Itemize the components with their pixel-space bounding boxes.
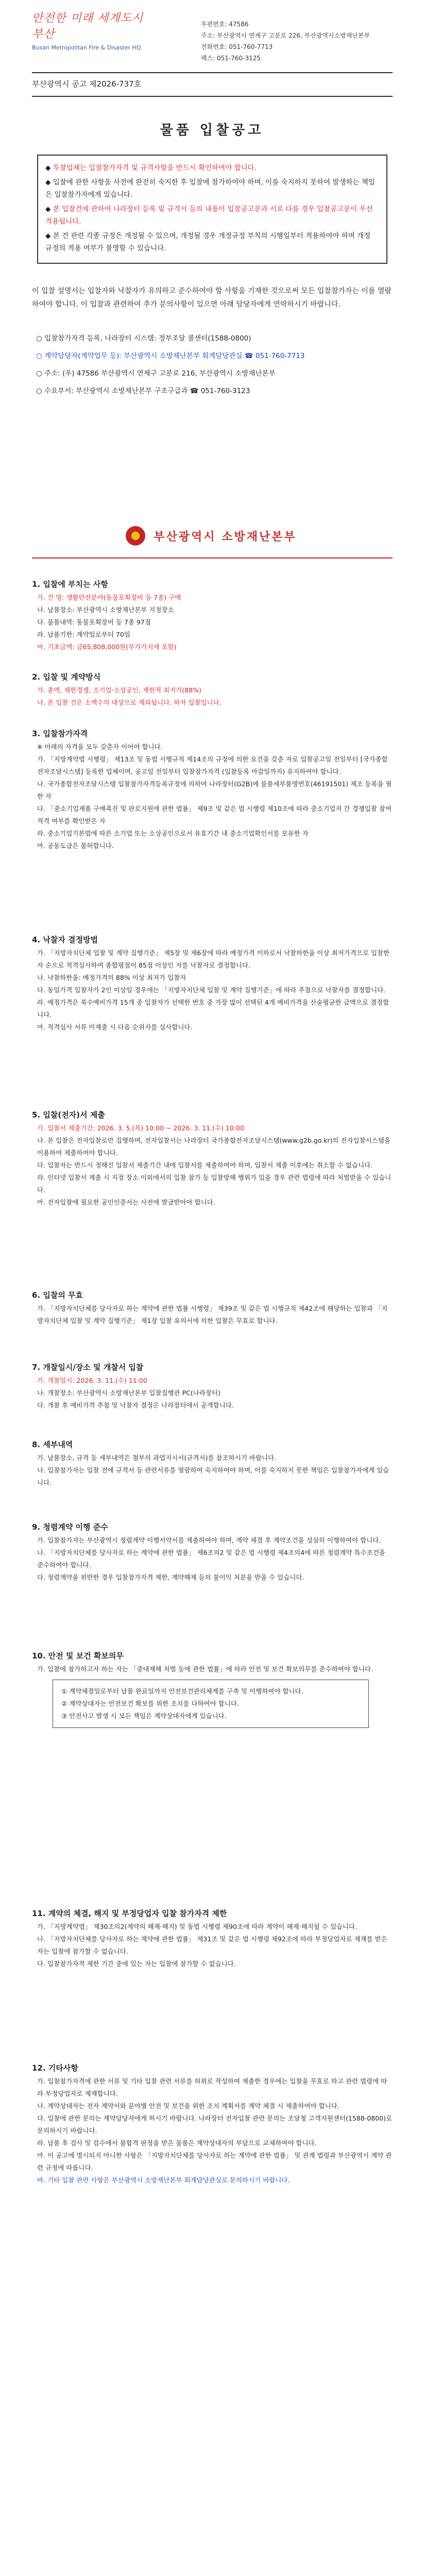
section-line: 다. 입찰참가자격 제한 기간 중에 있는 자는 입찰에 참가할 수 없습니다. [37,1960,236,1968]
section-line: 다. 물품내역: 동물포획장비 등 7종 97점 [37,618,151,626]
info-line: ○ 계약담당자(계약업무 등): 부산광역시 소방재난본부 회계담당관실 ☎ 051-760-7713 [36,352,305,360]
section-line: 마. 적격심사 서류 미제출 시 다음 순위자를 심사합니다. [37,1023,193,1031]
banner-divider [32,557,393,558]
agency-banner [67,520,355,551]
section-line: 가. 입찰참가자는 부산광역시 청렴계약 이행서약서를 제출하여야 하며, 계약 체결 후 계약조건을 성실히 이행하여야 합니다. [37,1536,381,1544]
section-12 [32,2061,393,2187]
section-line: 가. 총액, 제한경쟁, 소기업·소상공인, 제한적 최저가(88%) [37,686,201,694]
section-body [32,1663,393,1675]
safety-box [53,1680,369,1728]
section-line: 다. 입찰에 관한 문의는 계약담당자에게 하시기 바랍니다. 나라장터 전자입찰 관련 문의는 조달청 고객지원센터(1588-0800)로 문의하시기 바랍니다. [37,2114,392,2134]
section-line: ※ 아래의 자격을 모두 갖춘자 이어야 합니다. [37,743,163,751]
section-line: 다. 입찰자는 반드시 정해진 입찰서 제출기간 내에 입찰서를 제출하여야 하며, 입찰서 제출 이후에는 취소할 수 없습니다. [37,1161,373,1169]
section-line: 나. 납품장소: 부산광역시 소방재난본부 지정장소 [37,606,174,614]
intro-paragraph: 이 입찰 설명서는 입찰자와 낙찰자가 유의하고 준수하여야 할 사항을 기재한 것으로써 모든 입찰참가자는 이를 열람하여야 합니다. 이 입찰과 관련하여 추가 문의사항이 있으면 아래 담당자에게 연락하시기 바랍니다. [32,287,392,309]
logo-subtitle: Busan Metropolitan Fire & Disaster HQ [32,44,141,51]
section-line: 가. 입찰참가자격에 관한 서류 및 기타 입찰 관련 서류를 허위로 작성하여 제출한 경우에는 입찰을 무효로 하고 관련 법령에 따라 부정당업자로 제재합니다. [37,2077,387,2097]
contact-postal: 우편번호: 47586 [201,21,249,28]
section-line: 라. 인터넷 입찰서 제출 시 지정 장소 이외에서의 입찰 참가 등 입찰방해 행위가 있을 경우 관련 법령에 따라 처벌받을 수 있습니다. [37,1174,392,1194]
section-8 [32,1437,393,1489]
section-body [32,1534,393,1584]
section-title: 9. 청렴계약 이행 준수 [32,1522,108,1532]
section-line: 나. 계약상대자는 전자 계약서와 분야별 안전 및 보건을 위한 조치 계획서를 계약 체결 시 제출하여야 합니다. [37,2102,340,2110]
section-line: 마. 이 공고에 명시되지 아니한 사항은 「지방자치단체를 당사자로 하는 계약에 관한 법률」 및 관계 법령과 부산광역시 계약 관련 규정에 따릅니다. [37,2151,392,2172]
contact-address: 주소: 부산광역시 연제구 고분로 226, 부산광역시소방재난본부 [201,32,370,39]
banner-text: 부산광역시 소방재난본부 [154,530,297,544]
section-title: 2. 입찰 및 계약방식 [32,672,101,682]
notice-item: ◆ 본 건 관련 각종 규정은 개정될 수 있으며, 개정될 경우 개정규정 부칙의 시행일부터 적용하여야 하며 개정 규정의 적용 여부가 불명할 수 있습니다. [45,232,371,252]
section-line: 마. 전자입찰에 필요한 공인인증서는 사전에 발급받아야 합니다. [37,1198,215,1206]
section-line: 라. 납품기한: 계약일로부터 70일 [37,631,130,638]
section-line: 나. 개찰장소: 부산광역시 소방재난본부 입찰집행관 PC(나라장터) [37,1389,221,1397]
section-line: 라. 납품 후 검사 및 검수에서 불합격 판정을 받은 물품은 계약상대자의 부담으로 교체하여야 합니다. [37,2139,317,2147]
section-4 [32,933,393,1033]
section-body [32,684,393,709]
section-title: 12. 기타사항 [32,2063,78,2073]
section-line: 마. 공동도급은 불허합니다. [37,842,114,850]
section-line: 가. 입찰에 참가하고자 하는 자는 「중대재해 처벌 등에 관한 법률」에 따라 안전 및 보건 확보의무를 준수하여야 합니다. [37,1665,373,1673]
info-line: ○ 주소: (우) 47586 부산광역시 연제구 고분로 216, 부산광역시 소방재난본부 [36,369,276,378]
section-6 [32,1288,393,1327]
section-line: 라. 중소기업기본법에 따른 소기업 또는 소상공인으로서 유효기간 내 중소기업확인서를 보유한 자 [37,829,309,837]
notice-box [37,155,387,264]
section-2 [32,670,393,709]
section-line: 가. 입찰서 제출기간: 2026. 3. 5.(목) 10:00 ~ 2026. 3. 11.(수) 10:00 [37,1124,244,1132]
section-line: 나. 「지방자치단체를 당사자로 하는 계약에 관한 법률」 제6조의2 및 같은 법 시행령 제4조의4에 따른 청렴계약 특수조건을 준수하여야 합니다. [37,1549,385,1569]
section-line: 가. 「지방자치단체를 당사자로 하는 계약에 관한 법률 시행령」 제39조 및 같은 법 시행규칙 제42조에 해당하는 입찰과 「지방자치단체 입찰 및 계약 집행기준」 제1장 입찰 유의서에 의한 입찰은 무효로 합니다. [37,1304,388,1325]
header-divider [32,72,393,73]
info-line: ○ 입찰참가자격 등록, 나라장터 시스템: 정부조달 콜센터(1588-0800) [36,334,251,343]
section-line: 다. 개찰 후 예비가격 추첨 및 낙찰자 결정은 나라장터에서 공개합니다. [37,1401,234,1409]
section-title: 1. 입찰에 부치는 사항 [32,580,108,589]
section-line: 나. 「지방자치단체를 당사자로 하는 계약에 관한 법률」 제31조 및 같은 법 시행령 제92조에 따라 부정당업자로 제재를 받은 자는 입찰에 참가할 수 없습니다. [37,1935,387,1955]
logo-text: 안전한 미래 세계도시 부산 [32,12,144,41]
section-title: 11. 계약의 체결, 해지 및 부정당업자 입찰 참가자격 제한 [32,1909,227,1918]
notice-item: ◆ 입찰에 관한 사항을 사전에 완전히 숙지한 후 입찰에 참가하여야 하며, 이를 숙지하지 못하여 발생하는 책임은 입찰참가자에게 있습니다. [45,178,375,199]
section-body [32,1452,393,1489]
fire-emblem-icon [126,526,145,546]
contact-info-list [36,330,397,400]
header-divider-bottom [32,96,393,97]
section-11 [32,1906,393,1970]
section-body [32,1122,393,1209]
contact-block [201,19,370,64]
page-title: 물품 입찰공고 [160,123,264,138]
section-line: 나. 본 입찰은 전자입찰로만 집행하며, 전자입찰서는 나라장터 국가종합전자조달시스템(www.g2b.go.kr)의 전자입찰시스템을 이용하여 제출하여야 합니다. [37,1137,391,1157]
info-line: ○ 수요부서: 부산광역시 소방재난본부 구조구급과 ☎ 051-760-3123 [36,387,250,395]
notice-item: ◆ 본 입찰건에 관하여 나라장터 등록 및 규격서 등의 내용이 입찰공고문과 서로 다를 경우 입찰공고문이 우선 적용됩니다. [45,205,373,226]
section-title: 5. 입찰(전자)서 제출 [32,1110,105,1120]
section-body [32,2075,393,2187]
section-line: 나. 낙찰하한율: 예정가격의 88% 이상 최저가 입찰자 [37,974,186,981]
section-line: 가. 납품장소, 규격 등 세부내역은 첨부의 과업지시서(규격서)를 참조하시기 바랍니다. [37,1454,277,1462]
section-line: 나. 본 입찰 건은 소액수의 대상으로 제외됩니다. 하자 입찰입니다. [37,699,222,706]
section-line: 다. 「중소기업제품 구매촉진 및 판로지원에 관한 법률」 제9조 및 같은 법 시행령 제10조에 따라 중소기업자 간 경쟁입찰 참여 적격 여부를 확인받은 자 [37,805,392,825]
document-number: 부산광역시 공고 제2026-737호 [32,79,142,89]
section-title: 10. 안전 및 보건 확보의무 [32,1651,124,1660]
section-line: 가. 「지방계약법 시행령」 제13조 및 동법 시행규칙 제14조의 규정에 의한 요건을 갖춘 자로 입찰공고일 전일부터 [국가종합전자조달시스템] 등록한 업체이며, 공고일 전일부터 입찰참가자격 (입찰등록 마감일까지) 유지하여야 합니다. [37,755,388,775]
section-line: 다. 청렴계약을 위반한 경우 입찰참가자격 제한, 계약해제 등의 불이익 처분을 받을 수 있습니다. [37,1573,304,1581]
section-7 [32,1360,393,1412]
section-title: 6. 입찰의 무효 [32,1291,83,1300]
section-line: 마. 기초금액: 금65,808,000원(부가가치세 포함) [37,643,177,651]
section-line: 가. 건 명: 생활안전분야(동물포획장비 등 7종) 구매 [37,594,181,601]
section-1 [32,577,393,653]
section-10 [32,1649,393,1732]
section-5 [32,1108,393,1209]
box-line: ③ 안전사고 발생 시 모든 책임은 계약상대자에게 있습니다. [61,1712,227,1720]
section-body [32,1375,393,1412]
section-line: 가. 「지방자치단체 입찰 및 계약 집행기준」 제5장 및 제6장에 따라 예정가격 이하로서 낙찰하한율 이상 최저가격으로 입찰한 자 순으로 적격심사하여 종합평점이 85점 이상인 자를 낙찰자로 결정합니다. [37,949,390,969]
section-line: 가. 「지방계약법」 제30조의2(계약의 해제·해지) 및 동법 시행령 제90조에 따라 계약이 해제·해지될 수 있습니다. [37,1923,358,1930]
section-body [32,1302,393,1327]
box-line: ① 계약체결일로부터 납품 완료일까지 안전보건관리체계를 구축 및 이행하여야 합니다. [61,1687,303,1695]
section-line: 나. 국가종합전자조달시스템 입찰참가자격등록규정에 의하여 나라장터(G2B)에 물품세부품명번호(46191501) 제조 등록을 필한 자 [37,780,392,800]
section-line: 바. 기타 입찰 관련 사항은 부산광역시 소방재난본부 회계담당관실로 문의하시기 바랍니다. [37,2176,290,2184]
letterhead [0,0,424,108]
notice-item: ◆ 투찰업체는 입찰참가자격 및 규격사항을 반드시 확인하여야 합니다. [45,164,257,172]
contact-phone: 전화번호: 051-760-7713 [201,43,273,50]
section-title: 7. 개찰일시/장소 및 개찰서 입찰 [32,1363,144,1372]
section-title: 8. 세부내역 [32,1440,73,1449]
section-line: 라. 예정가격은 복수예비가격 15개 중 입찰자가 선택한 번호 중 가장 많이 선택된 4개 예비가격을 산술평균한 금액으로 결정합니다. [37,998,389,1019]
section-body [32,947,393,1033]
section-body [32,591,393,653]
section-title: 3. 입찰참가자격 [32,729,88,738]
section-body [32,1921,393,1970]
section-line: 나. 입찰참가자는 입찰 전에 규격서 등 관련서류를 열람하여 숙지하여야 하며, 이를 숙지하지 못한 책임은 입찰참가자에게 있습니다. [37,1466,389,1486]
section-line: 다. 동일가격 입찰자가 2인 이상일 경우에는 「지방자치단체 입찰 및 계약 집행기준」에 따라 추첨으로 낙찰자를 결정합니다. [37,986,386,994]
contact-fax: 팩스: 051-760-3125 [201,55,261,62]
section-3 [32,726,393,852]
section-line: 가. 개찰일시: 2026. 3. 11.(수) 11:00 [37,1377,147,1384]
section-body [32,741,393,852]
section-9 [32,1520,393,1584]
section-title: 4. 낙찰자 결정방법 [32,935,98,944]
busan-logo [32,9,145,50]
box-line: ② 계약상대자는 안전보건 확보를 위한 조치를 다하여야 합니다. [61,1700,239,1707]
